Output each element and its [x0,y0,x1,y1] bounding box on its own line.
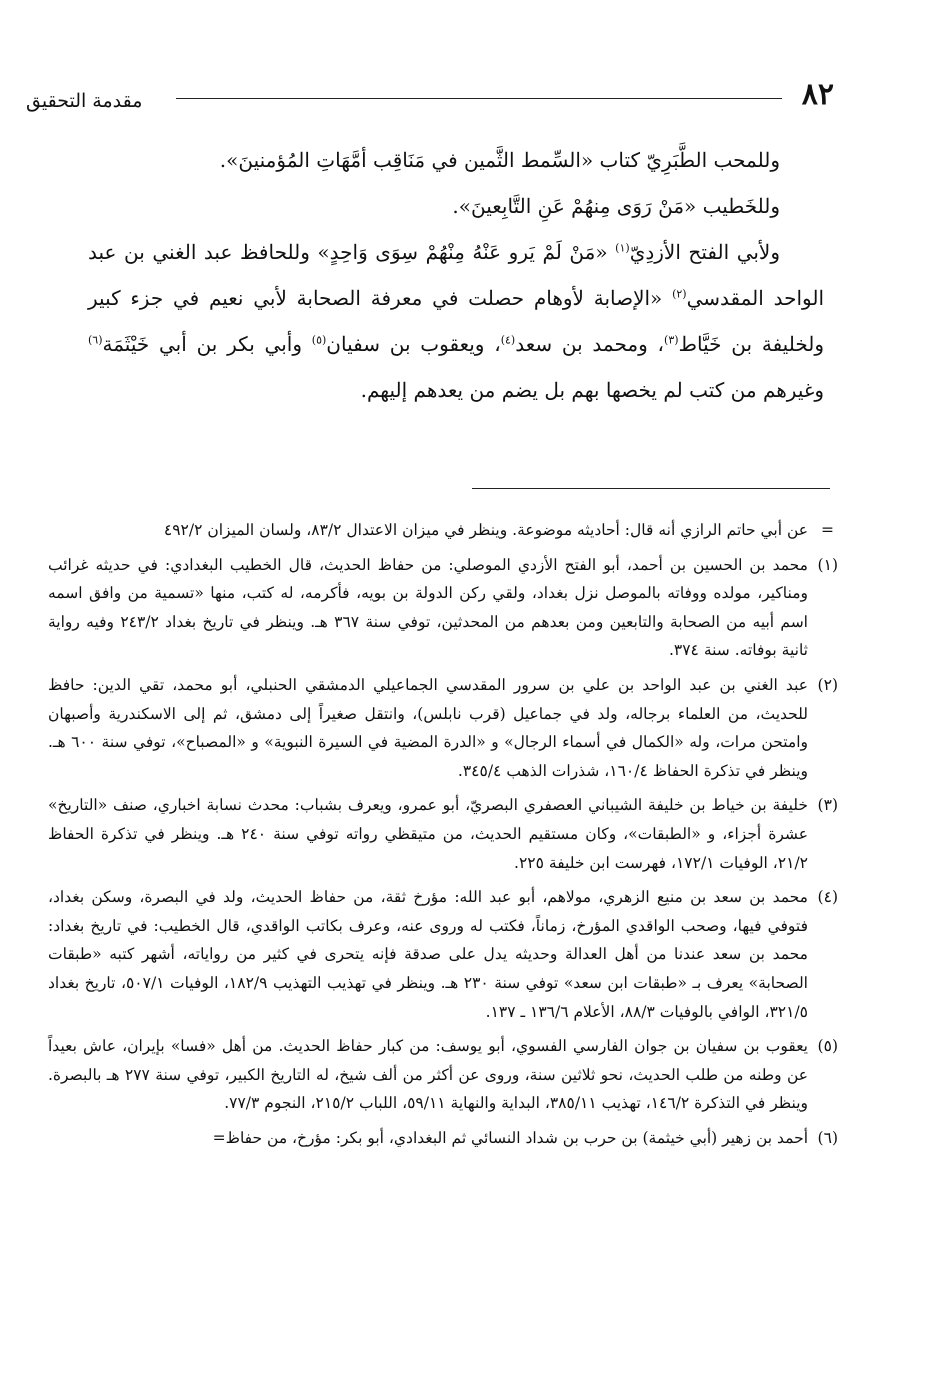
footnote-number: (٢) [817,675,838,694]
paragraph-2 [88,183,824,229]
paragraph-1-text: وللمحب الطَّبَرِيّ كتاب «السِّمط الثَّمين في مَنَاقِب أمَّهَاتِ المُؤمنينَ». [219,148,780,172]
footnote-text: يعقوب بن سفيان بن جوان الفارسي الفسوي، أبو يوسف: من كبار حفاظ الحديث. من أهل «فسا» بإيران، عاش بعيداً عن وطنه من طلب الحديث، نحو ثلاثين سنة، وروى عن أكثر من ألف شيخ، له التاريخ الكبير، توفي سنة ٢٧٧ هـ بالبصرة. وينظر في التذكرة ١٤٦/٢، تهذيب ٣٨٥/١١، البداية والنهاية ٥٩/١١، اللباب ٢١٥/٢، النجوم ٧٧/٣. [48,1037,809,1113]
paragraph-3-text-f: وأبي بكر بن أبي خَيْثَمَة [102,332,312,356]
footnote-number: (٤) [817,888,838,907]
main-text [88,137,824,413]
paragraph-3-text-g: وغيرهم من كتب لم يخصها بهم بل يضم من يعدهم إليهم. [360,378,824,402]
paragraph-3-text-b: «مَنْ لَمْ يَرو عَنْهُ مِنْهُمْ سِوَى وَاحِدٍ» وللحافظ عبد الغني بن عبد الواحد المقدسي [88,240,824,310]
footnote-text: أحمد بن زهير (أبي خيثمة) بن حرب بن شداد النسائي ثم البغدادي، أبو بكر: مؤرخ، من حفاظ= [212,1128,808,1147]
footnote-1 [48,551,838,665]
footnote-number: (٦) [817,1128,838,1147]
footnote-number: (٣) [817,796,838,815]
footnote-ref-1[interactable]: (١) [615,241,630,255]
paragraph-3-text-c: «الإصابة لأوهام حصلت في معرفة الصحابة لأبي نعيم في جزء كبير ولخليفة بن خَيَّاط [88,286,825,356]
footnotes [48,516,838,1158]
paragraph-1 [88,137,824,183]
footnote-text: عن أبي حاتم الرازي أنه قال: أحاديثه موضوعة. وينظر في ميزان الاعتدال ٨٣/٢، ولسان الميزان ٤٩٢/٢ [163,521,808,539]
page-header [26,78,834,122]
footnote-ref-3[interactable]: (٣) [664,333,679,347]
footnote-ref-5[interactable]: (٥) [311,333,327,347]
footnote-ref-2[interactable]: (٢) [672,287,687,301]
paragraph-3 [88,229,824,413]
paragraph-3-text-a: ولأبي الفتح الأزدِيّ [629,240,780,264]
footnote-ref-4[interactable]: (٤) [500,333,516,347]
footnote-text: محمد بن سعد بن منيع الزهري، مولاهم، أبو عبد الله: مؤرخ ثقة، من حفاظ الحديث، ولد في البصرة، وسكن بغداد، فتوفي فيها، وصحب الواقدي المؤرخ، زماناً، فكتب له وروى عنه، وعرف بكاتب الواقدي، قال الخطيب: في تاريخ بغداد: محمد بن سعد عندنا من أهل العدالة وحديثه يدل على صدقة فإنه يتحرى في كثير من رواياته، أشهر كتبه «طبقات الصحابة» يعرف بـ «طبقات ابن سعد» توفي سنة ٢٣٠ هـ. وينظر في تهذيب التهذيب ١٨٢/٩، الوفيات ٥٠٧/١، تاريخ بغداد ٣٢١/٥، الوافي بالوفيات ٨٨/٣، الأعلام ١٣٦/٦ ـ ١٣٧. [48,888,808,1021]
footnote-3 [48,791,838,877]
footnote-continuation [48,516,838,545]
paragraph-2-text: وللخَطيب «مَنْ رَوَى مِنهُمْ عَنِ التَّابِعينَ». [452,194,780,218]
footnote-2 [48,671,838,785]
footnote-5 [48,1032,838,1118]
footnote-text: محمد بن الحسين بن أحمد، أبو الفتح الأزدي الموصلي: من حفاظ الحديث، قال الخطيب البغدادي: في حديثه غرائب ومناكير، مولده ووفاته بالموصل نزل بغداد، ولقي ركن الدولة بن بويه، فأكرمه، له كتب، منها «تسمية من وافق اسمه اسم أبيه من الصحابة والتابعين ومن بعدهم من المحدثين، توفي سنة ٣٦٧ هـ. وينظر في تاريخ بغداد ٢٤٣/٢ وفيه رواية ثانية بوفاته. سنة ٣٧٤. [48,555,808,660]
footnote-text: عبد الغني بن عبد الواحد بن علي بن سرور المقدسي الجماعيلي الدمشقي الحنبلي، أبو محمد، تقي الدين: حافظ للحديث، من العلماء برجاله، ولد في جماعيل (قرب نابلس)، وانتقل صغيراً إلى دمشق، ثم إلى الاسكندرية وأصبهان وامتحن مرات، وله «الكمال في أسماء الرجال» و «الدرة المضية في السيرة النبوية» و «المصباح»، توفي سنة ٦٠٠ هـ. وينظر في تذكرة الحفاظ ١٦٠/٤، شذرات الذهب ٣٤٥/٤. [48,675,808,780]
footnote-6 [48,1124,838,1153]
paragraph-3-text-d: ، ومحمد بن سعد [515,332,665,356]
footnote-4 [48,883,838,1026]
footnote-text: خليفة بن خياط بن خليفة الشيباني العصفري البصريّ، أبو عمرو، ويعرف بشباب: محدث نسابة اخباري، صنف «التاريخ» عشرة أجزاء، و «الطبقات»، وكان مستقيم الحديث، من متيقظي رواته توفي سنة ٢٤٠ هـ. وينظر في تذكرة الحفاظ ٢١/٢، الوفيات ١٧٢/١، فهرست ابن خليفة ٢٢٥. [48,796,808,872]
section-title: مقدمة التحقيق [26,90,143,112]
paragraph-3-text-e: ، ويعقوب بن سفيان [326,332,501,356]
footnote-marker: = [821,521,834,539]
footnote-number: (٥) [817,1037,838,1056]
header-rule [176,98,782,99]
footnote-number: (١) [817,555,838,574]
page-number: ٨٢ [801,77,834,112]
footnote-separator [472,488,830,489]
footnote-ref-6[interactable]: (٦) [88,333,103,347]
